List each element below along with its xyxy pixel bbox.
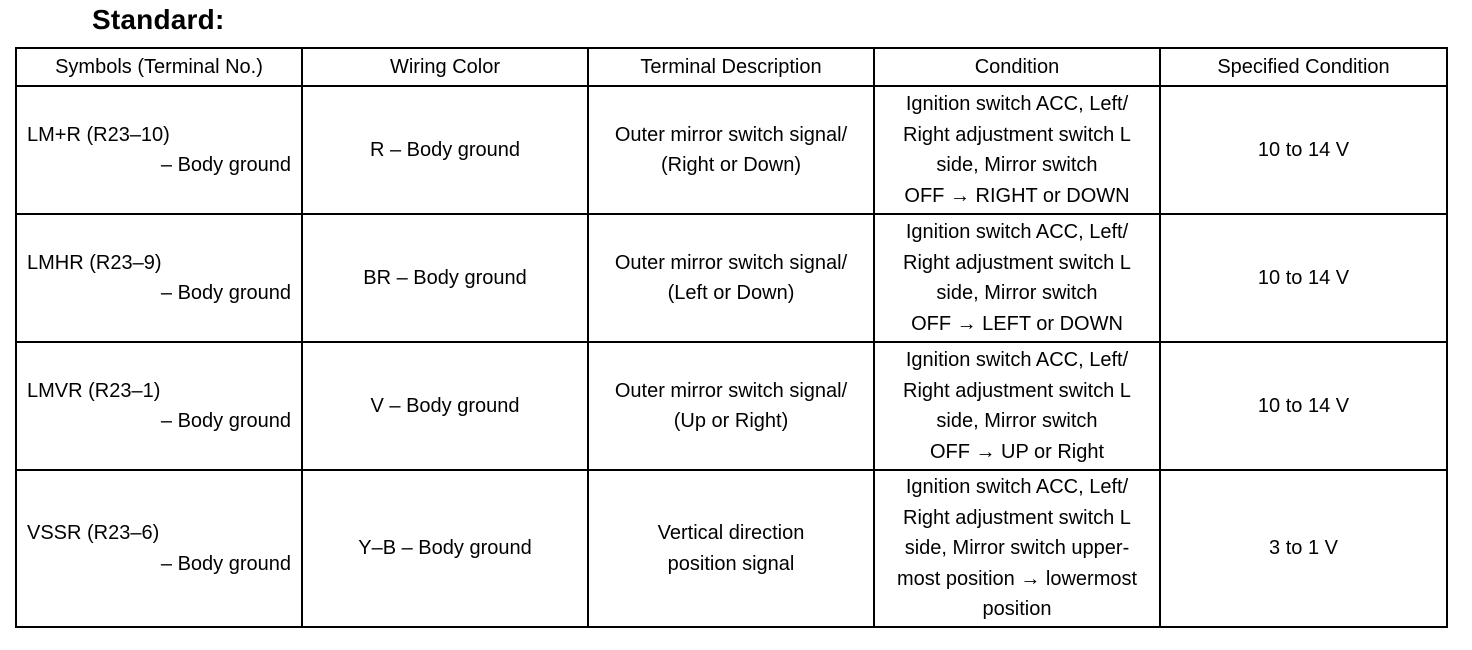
- condition-line: position: [982, 598, 1052, 621]
- condition-line: side, Mirror switch: [936, 410, 1098, 432]
- header-terminal-description: Terminal Description: [588, 48, 874, 86]
- wiring-color-cell: BR – Body ground: [302, 214, 588, 342]
- condition-line: Right adjustment switch L: [903, 379, 1131, 402]
- wiring-color-cell: V – Body ground: [302, 342, 588, 470]
- terminal-symbol: LMVR (R23–1): [27, 379, 161, 402]
- description-line: Outer mirror switch signal/: [614, 251, 848, 274]
- description-line: (Up or Right): [673, 410, 789, 432]
- description-line: Vertical direction: [657, 522, 805, 544]
- wiring-color-cell: R – Body ground: [302, 86, 588, 214]
- table-row: [16, 86, 1447, 214]
- condition-line: Ignition switch ACC, Left/: [905, 93, 1129, 115]
- terminal-symbol: LMHR (R23–9): [27, 251, 162, 274]
- condition-line: Right adjustment switch L: [903, 506, 1131, 529]
- table-row: [16, 470, 1447, 627]
- table-row: [16, 214, 1447, 342]
- terminal-ground: – Body ground: [160, 410, 291, 432]
- description-line: (Right or Down): [660, 154, 802, 176]
- terminal-ground: – Body ground: [160, 552, 291, 575]
- header-condition: Condition: [874, 48, 1160, 86]
- symbol-cell: [16, 342, 302, 470]
- condition-line: OFF → RIGHT or DOWN: [904, 184, 1130, 207]
- specified-condition-cell: 3 to 1 V: [1160, 470, 1447, 627]
- symbol-cell: [16, 470, 302, 627]
- terminal-description-cell: [588, 470, 874, 627]
- description-line: position signal: [667, 552, 795, 575]
- symbol-cell: [16, 214, 302, 342]
- condition-line: Right adjustment switch L: [903, 251, 1131, 274]
- header-symbols: Symbols (Terminal No.): [16, 48, 302, 86]
- terminal-symbol: LM+R (R23–10): [27, 123, 170, 146]
- terminal-symbol: VSSR (R23–6): [27, 522, 160, 544]
- terminal-description-cell: [588, 86, 874, 214]
- specified-condition-cell: 10 to 14 V: [1160, 342, 1447, 470]
- condition-line: most position → lowermost: [896, 567, 1138, 590]
- terminal-description-cell: [588, 342, 874, 470]
- description-line: Outer mirror switch signal/: [614, 123, 848, 146]
- description-line: (Left or Down): [667, 282, 795, 304]
- table-row: [16, 342, 1447, 470]
- terminal-description-cell: [588, 214, 874, 342]
- condition-line: OFF → LEFT or DOWN: [911, 312, 1123, 335]
- condition-line: Ignition switch ACC, Left/: [905, 349, 1129, 371]
- condition-line: OFF → UP or Right: [929, 440, 1105, 463]
- page-title: Standard:: [92, 4, 225, 35]
- condition-line: Ignition switch ACC, Left/: [905, 221, 1129, 243]
- specified-condition-cell: 10 to 14 V: [1160, 86, 1447, 214]
- condition-cell: [874, 86, 1160, 214]
- condition-cell: [874, 470, 1160, 627]
- condition-line: Ignition switch ACC, Left/: [905, 476, 1129, 499]
- description-line: Outer mirror switch signal/: [614, 379, 848, 402]
- condition-cell: [874, 214, 1160, 342]
- condition-line: side, Mirror switch upper-: [904, 537, 1130, 560]
- condition-line: Right adjustment switch L: [903, 123, 1131, 146]
- terminal-ground: – Body ground: [160, 282, 291, 304]
- header-specified-condition: Specified Condition: [1160, 48, 1447, 86]
- header-row: [16, 48, 1447, 86]
- specification-table: [15, 47, 1448, 628]
- wiring-color-cell: Y–B – Body ground: [302, 470, 588, 627]
- header-wiring-color: Wiring Color: [302, 48, 588, 86]
- condition-cell: [874, 342, 1160, 470]
- terminal-ground: – Body ground: [160, 154, 291, 176]
- condition-line: side, Mirror switch: [936, 154, 1098, 176]
- condition-line: side, Mirror switch: [936, 282, 1098, 304]
- symbol-cell: [16, 86, 302, 214]
- specified-condition-cell: 10 to 14 V: [1160, 214, 1447, 342]
